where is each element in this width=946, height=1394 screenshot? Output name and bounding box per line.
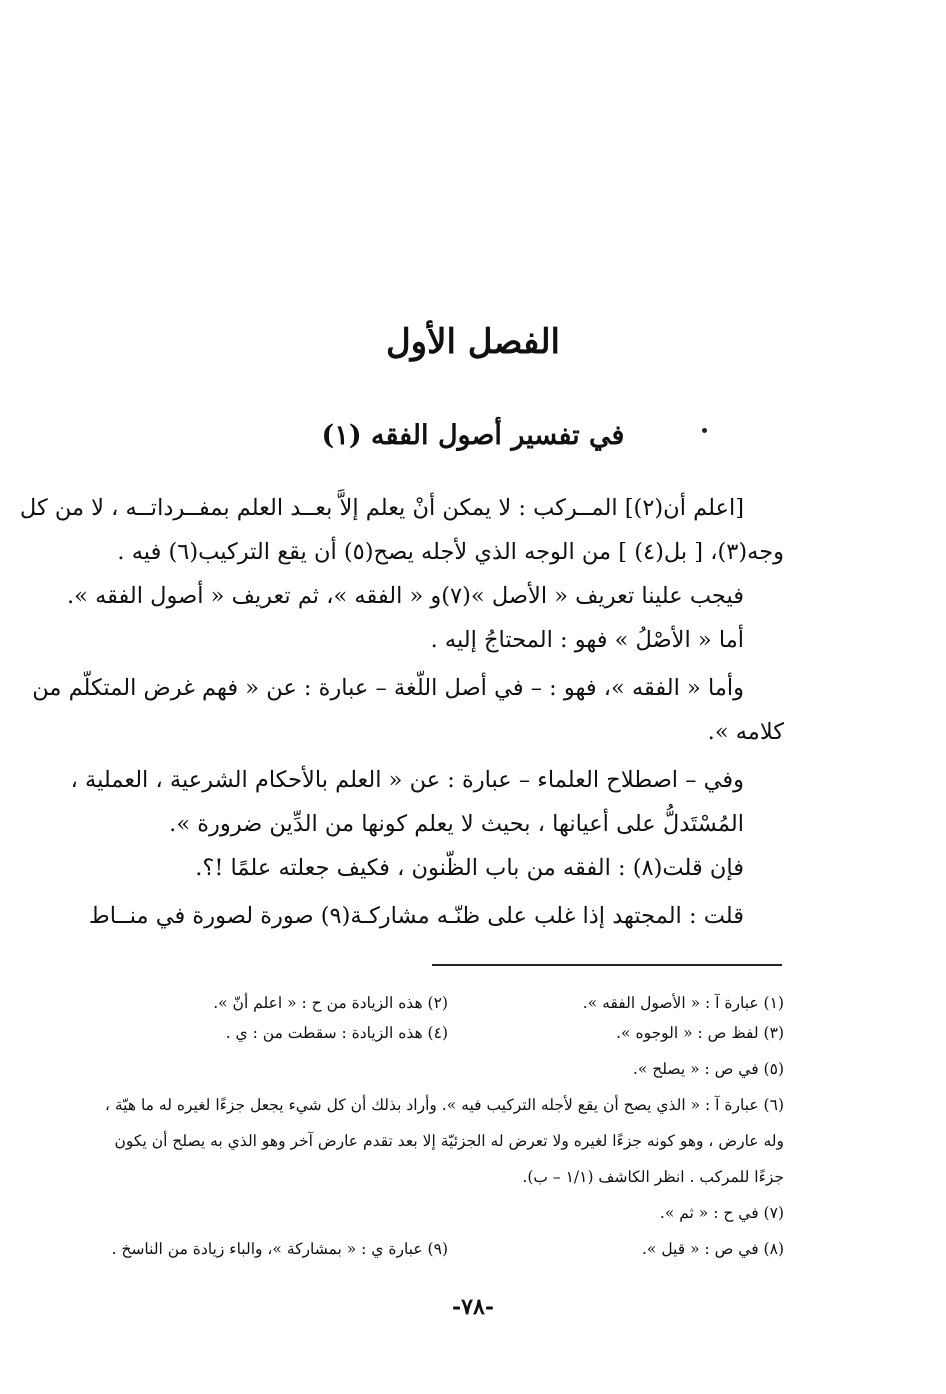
footnote-8: (٨) في ص : « قيل ». (641, 1240, 784, 1258)
footnote-6-line: جزءًا للمركب . انظر الكاشف (١/١ – ب). (522, 1168, 784, 1186)
footnote-1: (١) عبارة آ : « الأصول الفقه ». (582, 994, 784, 1012)
footnote-4: (٤) هذه الزيادة : سقطت من : ي . (225, 1024, 448, 1042)
footnote-row (108, 1234, 784, 1264)
text-line: كلامه ». (707, 719, 784, 745)
footnote-row (108, 988, 784, 1018)
text-line: [اعلم أن(٢)] المــركب : لا يمكن أنْ يعلم إلاَّ بعــد العلم بمفــرداتــه ، لا من كل (19, 495, 744, 521)
text-line: وفي – اصطلاح العلماء – عبارة : عن « العلم بالأحكام الشرعية ، العملية ، (70, 767, 744, 793)
footnote-7: (٧) في ح : « ثم ». (659, 1204, 784, 1222)
section-title: في تفسير أصول الفقه (١) (321, 420, 625, 451)
footnote-row (108, 1018, 784, 1048)
footnote-separator (432, 964, 782, 966)
text-line: قلت : المجتهد إذا غلب على ظنّـه مشاركـة(٩) صورة لصورة في منــاط (88, 903, 744, 929)
page-number: -٧٨- (452, 1294, 494, 1320)
footnote-3: (٣) لفظ ص : « الوجوه ». (616, 1024, 784, 1042)
main-text (19, 486, 784, 938)
footnote-5: (٥) في ص : « يصلح ». (632, 1060, 784, 1078)
text-line: المُسْتَدلُّ على أعيانها ، بحيث لا يعلم كونها من الدِّين ضرورة ». (169, 811, 744, 837)
footnotes (104, 988, 784, 1264)
text-line: وجه(٣)، [ بل(٤) ] من الوجه الذي لأجله يصح(٥) أن يقع التركيب(٦) فيه . (117, 539, 784, 565)
footnote-6-line: وله عارض ، وهو كونه جزءًا لغيره ولا تعرض له الجزئيّة إلا بعد تقدم عارض آخر وهو الذي به يصلح أن يكون (114, 1132, 784, 1150)
chapter-title: الفصل الأول (385, 322, 561, 362)
text-line: وأما « الفقه »، فهو : – في أصل اللّغة – عبارة : عن « فهم غرض المتكلّم من (32, 675, 744, 701)
text-line: فإن قلت(٨) : الفقه من باب الظّنون ، فكيف جعلته علمًا !؟. (195, 855, 744, 881)
footnote-9: (٩) عبارة ي : « بمشاركة »، والباء زيادة من الناسخ . (111, 1240, 448, 1258)
text-line: أما « الأصْلُ » فهو : المحتاجُ إليه . (430, 627, 744, 653)
footnote-2: (٢) هذه الزيادة من ح : « اعلم أنّ ». (213, 994, 448, 1012)
text-line: فيجب علينا تعريف « الأصل »(٧)و « الفقه »، ثم تعريف « أصول الفقه ». (67, 583, 744, 609)
footnote-6-line: (٦) عبارة آ : « الذي يصح أن يقع لأجله التركيب فيه ». وأراد بذلك أن كل شيء يجعل جزءًا لغيره له ما هيّة ، (104, 1096, 784, 1114)
